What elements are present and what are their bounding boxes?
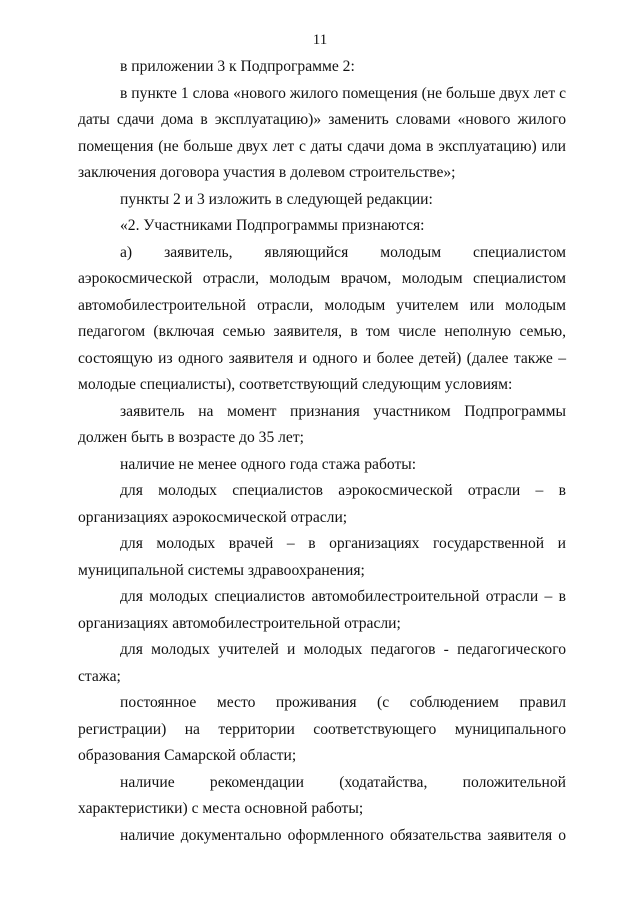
paragraph: наличие документально оформленного обязательства заявителя о [120, 826, 566, 844]
paragraph: в приложении 3 к Подпрограмме 2: [120, 58, 355, 75]
paragraph: «2. Участниками Подпрограммы признаются: [120, 217, 425, 234]
paragraph: для молодых специалистов автомобилестроительной отрасли – в организациях автомобилестроительной отрасли; [78, 588, 566, 632]
paragraph: пункты 2 и 3 изложить в следующей редакции: [120, 190, 433, 208]
paragraph: для молодых специалистов аэрокосмической отрасли – в организациях аэрокосмической отрасли; [78, 482, 566, 526]
paragraph: постоянное место проживания (с соблюдением правил регистрации) на территории соответствующего муниципального образования Самарской области; [78, 694, 566, 764]
page-number: 11 [312, 32, 328, 48]
paragraph: наличие рекомендации (ходатайства, положительной характеристики) с места основной работы; [78, 773, 566, 817]
document-body [78, 54, 566, 849]
paragraph: наличие не менее одного года стажа работы: [120, 455, 417, 473]
paragraph: в пункте 1 слова «нового жилого помещения (не больше двух лет с даты сдачи дома в эксплуатацию)» заменить словами «нового жилого помещения (не больше двух лет с даты сдачи дома в эксплуатацию) или заключения договора участия в долевом строительстве»; [78, 84, 566, 181]
paragraph: а) заявитель, являющийся молодым специалистом аэрокосмической отрасли, молодым врачом, молодым специалистом автомобилестроительной отрасли, молодым учителем или молодым педагогом (включая семью заявителя, в том числе неполную семью, состоящую из одного заявителя и одного и более детей) (далее также – молодые специалисты), соответствующий следующим условиям: [78, 243, 566, 393]
paragraph: для молодых врачей – в организациях государственной и муниципальной системы здравоохранения; [78, 535, 566, 579]
paragraph: заявитель на момент признания участником Подпрограммы должен быть в возрасте до 35 лет; [78, 402, 566, 446]
paragraph: для молодых учителей и молодых педагогов - педагогического стажа; [78, 641, 566, 685]
